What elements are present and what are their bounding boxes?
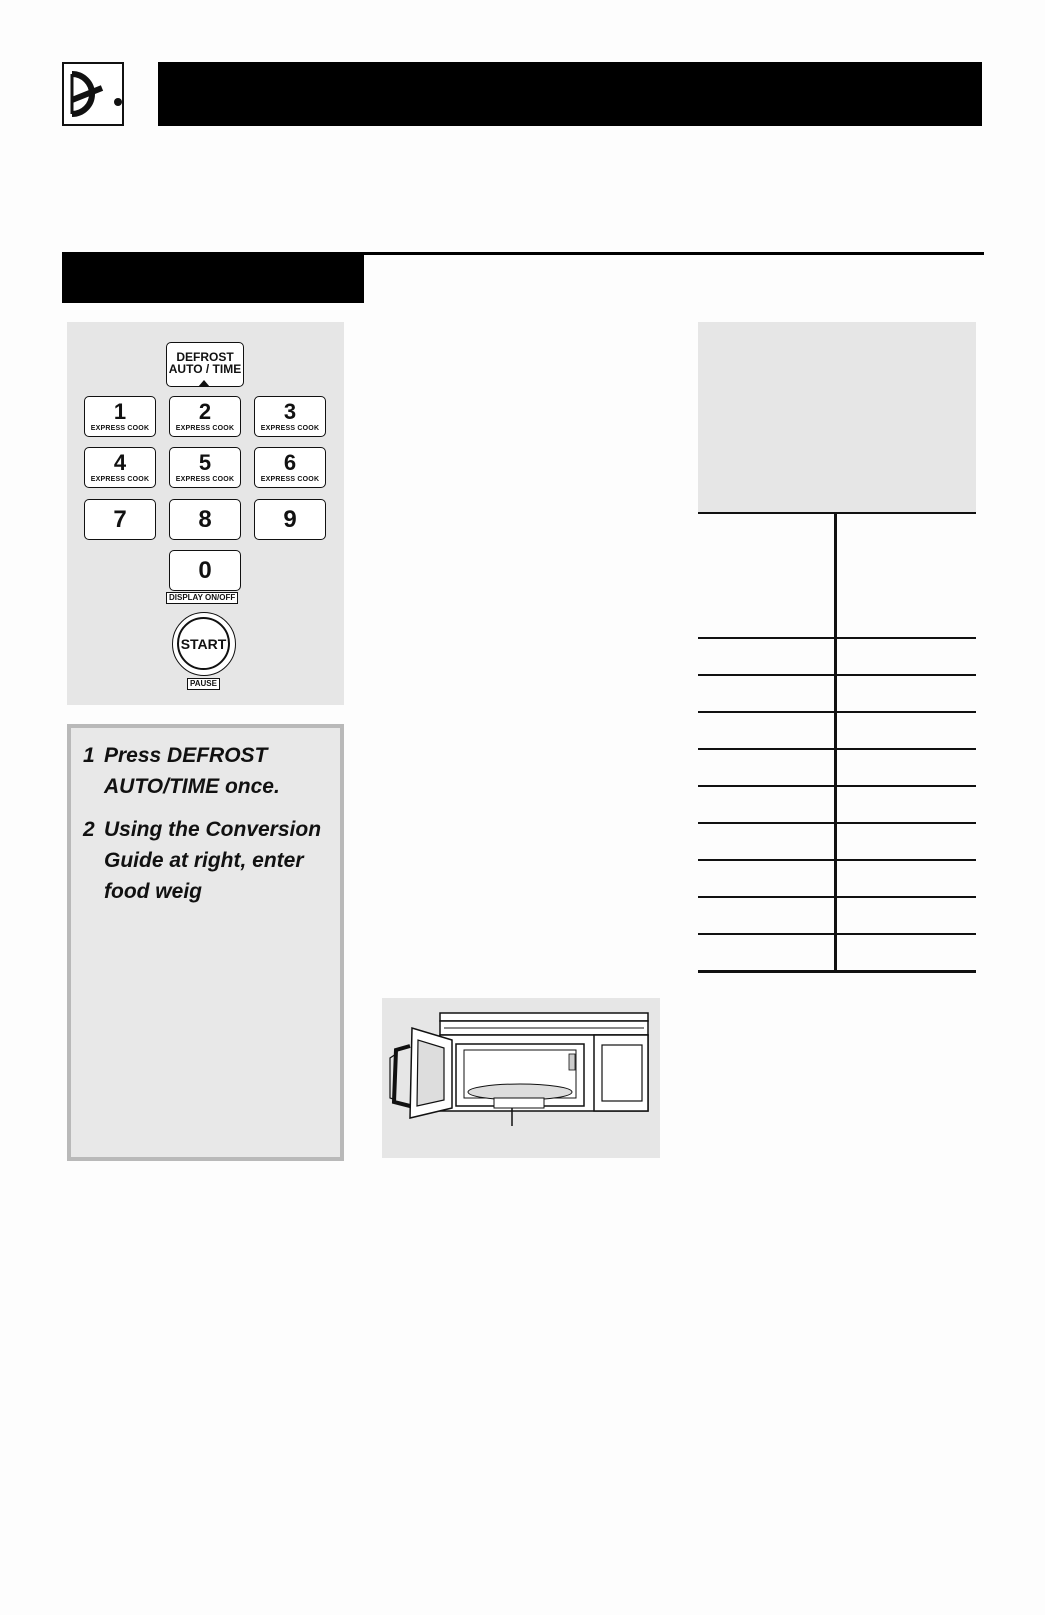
key-number: 9 (283, 506, 297, 533)
key-number: 1 (113, 399, 127, 424)
defrost-key-label-line1: DEFROST (176, 350, 234, 364)
keypad-illustration (67, 322, 344, 705)
step-number: 1 (83, 744, 95, 767)
start-key (172, 612, 236, 676)
table-row-rule (698, 637, 976, 639)
key-number: 8 (198, 506, 212, 533)
key-sublabel: EXPRESS COOK (175, 425, 235, 432)
step-text: Press DEFROST AUTO/TIME once. (104, 744, 280, 798)
key-number: 2 (198, 399, 212, 424)
pause-label: PAUSE (187, 678, 220, 690)
key-sublabel: EXPRESS COOK (90, 425, 150, 432)
key-sublabel: EXPRESS COOK (260, 476, 320, 483)
key-number: 6 (283, 450, 297, 475)
timer-knob-icon-graphic (64, 64, 122, 124)
table-row-rule (698, 748, 976, 750)
number-key-8 (169, 499, 241, 540)
table-bottom-rule (698, 970, 976, 973)
conversion-guide-header (698, 322, 976, 514)
key-number: 0 (198, 557, 212, 584)
step-2 (83, 814, 329, 907)
key-number: 4 (113, 450, 127, 475)
number-key-5 (169, 447, 241, 488)
table-row-rule (698, 674, 976, 676)
section-title-bar (158, 62, 982, 126)
table-row-rule (698, 859, 976, 861)
number-key-9 (254, 499, 326, 540)
subsection-tab (62, 252, 364, 303)
table-row-rule (698, 822, 976, 824)
key-sublabel: EXPRESS COOK (175, 476, 235, 483)
number-key-7 (84, 499, 156, 540)
number-key-3 (254, 396, 326, 437)
defrost-key-label-line2: AUTO / TIME (168, 362, 242, 376)
table-row-rule (698, 933, 976, 935)
number-key-2 (169, 396, 241, 437)
display-on-off-label: DISPLAY ON/OFF (166, 592, 238, 604)
table-column-divider (834, 512, 837, 972)
key-number: 5 (198, 450, 212, 475)
microwave-illustration (382, 998, 660, 1158)
number-key-0 (169, 550, 241, 591)
step-1 (83, 740, 329, 802)
microwave-open-door-icon (382, 998, 660, 1158)
start-key-label: START (180, 636, 227, 652)
key-number: 7 (113, 506, 127, 533)
table-row-rule (698, 896, 976, 898)
table-row-rule (698, 711, 976, 713)
key-sublabel: EXPRESS COOK (90, 476, 150, 483)
number-key-4 (84, 447, 156, 488)
table-top-rule (698, 512, 976, 514)
start-key-ring (177, 617, 230, 670)
timer-knob-icon (62, 62, 124, 126)
table-row-rule (698, 785, 976, 787)
indicator-arrow-icon (198, 380, 210, 387)
key-sublabel: EXPRESS COOK (260, 425, 320, 432)
key-number: 3 (283, 399, 297, 424)
number-key-1 (84, 396, 156, 437)
instructions-box (67, 724, 344, 1161)
step-text: Using the Conversion Guide at right, enter food weig (104, 818, 322, 903)
step-number: 2 (83, 818, 95, 841)
number-key-6 (254, 447, 326, 488)
